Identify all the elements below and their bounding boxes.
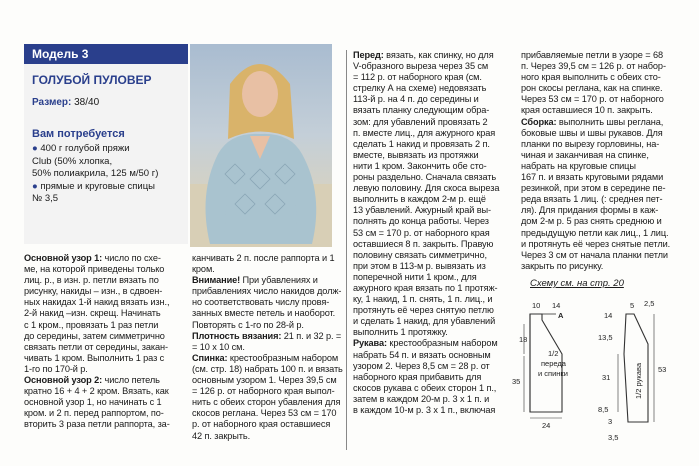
front-label-1: 1/2 (548, 349, 559, 358)
text-line (24, 419, 189, 430)
line-text: дом 2-м р. 5 раз снять среднюю и (521, 216, 662, 227)
dim-top-left: 10 (532, 301, 541, 310)
material-line-4: ● прямые и круговые спицы (32, 180, 155, 192)
line-text: вместе, вывязать из протяжки (353, 149, 479, 160)
line-text: половину связать симметрично, (353, 249, 487, 260)
line-text: V-образного выреза через 35 см (353, 61, 489, 72)
line-text: боковые швы и швы рукавов. Для (521, 127, 663, 138)
text-line (24, 408, 189, 419)
material-line-2: Club (50% хлопка, (32, 155, 113, 167)
text-line (521, 83, 689, 94)
text-line (353, 105, 513, 116)
line-text: = 10 х 10 см. (192, 341, 245, 352)
line-text: роны раздельно. Сначала связать (353, 172, 497, 183)
line-text: 167 п. и вязать круговыми рядами (521, 172, 664, 183)
line-text: кратно 16 + 4 + 2 кром. Вязать, как (24, 386, 169, 397)
text-line (353, 405, 513, 416)
line-text: = 112 р. от наборного края (см. (353, 72, 482, 83)
pattern-title: ГОЛУБОЙ ПУЛОВЕР (32, 73, 152, 87)
model-photo (190, 44, 332, 247)
line-text: При убавлениях и (240, 275, 318, 286)
text-line (353, 316, 513, 327)
text-line (353, 361, 513, 372)
info-box (24, 64, 188, 244)
line-text: занных вместе петель и наоборот. (192, 308, 336, 319)
sleeve-label: 1/2 рукава (634, 362, 643, 399)
section-heading: Внимание! (192, 275, 241, 286)
line-text: левую половину. Для скоса выреза (353, 183, 500, 194)
line-text: ажурного края вязать по 1 протяж- (353, 282, 498, 293)
line-text: лиц. р., в изн. р. петли вязать по (24, 275, 159, 286)
text-line (192, 264, 338, 275)
line-text: 113-й р. на 4 п. до середины и (353, 94, 479, 105)
line-text: число петель (102, 375, 160, 386)
text-line (24, 286, 189, 297)
line-text: ме, на которой приведены только (24, 264, 165, 275)
line-text: оставшиеся 8 п. закрыть. Правую (353, 238, 494, 249)
front-label-3: и спинки (538, 369, 568, 378)
line-text: ного края выполнить с обеих сто- (521, 72, 661, 83)
dim-left-18: 18 (519, 335, 528, 344)
text-line (24, 342, 189, 353)
line-text: выполнить швы реглана, (556, 116, 664, 127)
text-line (192, 353, 338, 364)
text-line (353, 139, 513, 150)
text-line (353, 194, 513, 205)
line-text: выполнить в каждом 2-м р. ещё (353, 194, 486, 205)
text-line (353, 183, 513, 194)
line-text: выполнить 1 протяжку. (353, 327, 448, 338)
text-line (24, 320, 189, 331)
text-line (353, 205, 513, 216)
line-text: и протянуть её через снятые петли. (521, 238, 671, 249)
text-line (353, 228, 513, 239)
section-heading: Рукава: (353, 338, 387, 349)
line-text: = 126 р. от наборного края выпол- (192, 386, 335, 397)
text-line (521, 50, 689, 61)
front-label-2: переда (541, 359, 566, 368)
line-text: но соответствовать числу провя- (192, 297, 330, 308)
line-text: края оставшиеся 10 п. закрыть. (521, 105, 653, 116)
text-line (192, 431, 338, 442)
text-line (353, 294, 513, 305)
line-text: основной узор 1, но начинать с 1 (24, 397, 162, 408)
material-line-3: 50% полиакрила, 125 м/50 г) (32, 168, 159, 180)
dim-sleeve-85: 8,5 (598, 405, 609, 414)
text-line (353, 161, 513, 172)
text-line (192, 308, 338, 319)
text-line (24, 375, 189, 386)
line-text: кром. и 2 п. перед раппортом, по- (24, 408, 164, 419)
text-line (521, 228, 689, 239)
line-text: канчивать 2 п. после раппорта и 1 (192, 253, 335, 263)
woman-in-sweater-image (190, 44, 332, 247)
size-label: Размер: (32, 97, 72, 108)
text-line (353, 327, 513, 338)
line-text: полнять до конца работы. Через (353, 216, 489, 227)
line-text: вторить 3 раза петли раппорта, за- (24, 419, 170, 430)
line-text: рон скосы реглана, как на спинке. (521, 83, 663, 94)
column-divider (346, 50, 347, 450)
text-line (353, 250, 513, 261)
line-text: кром. (192, 264, 215, 275)
line-text: ля). Для придания формы в каж- (521, 205, 659, 216)
line-text: затем в каждом 20-м р. 3 х 1 п. и (353, 393, 490, 404)
text-line (192, 275, 338, 286)
text-line (353, 172, 513, 183)
pattern-schematic (508, 294, 698, 464)
text-line (521, 150, 689, 161)
text-line (521, 105, 689, 116)
dim-sleeve-5: 5 (630, 301, 635, 310)
line-text: 42 п. закрыть. (192, 430, 251, 441)
text-line (24, 264, 189, 275)
line-text: Повторять с 1-го по 28-й р. (192, 319, 304, 330)
text-line (192, 419, 338, 430)
text-line (353, 272, 513, 283)
text-line (353, 283, 513, 294)
text-line (192, 342, 338, 353)
text-line (521, 216, 689, 227)
scheme-reference: Схему см. на стр. 20 (530, 278, 624, 289)
line-text: ных накидах 1-й накид вязать изн., (24, 297, 170, 308)
line-text: поперечной нити 1 кром., для (353, 271, 477, 282)
line-text: с 1 кром., провязать 1 раз петли (24, 319, 159, 330)
line-text: резинкой, при этом в середине пе- (521, 183, 666, 194)
dim-sleeve-135: 13,5 (598, 333, 613, 342)
material-line-1: ● 400 г голубой пряжи (32, 143, 130, 154)
line-text: крестообразным набором (227, 352, 339, 363)
line-text: набрать 54 п. и вязать основным (353, 349, 491, 360)
line-text: 13 убавлений. Ажурный край вы- (353, 205, 492, 216)
text-line (192, 386, 338, 397)
section-heading: Основной узор 1: (24, 253, 103, 263)
line-text: протянуть её через снятую петлю (353, 305, 494, 316)
materials-heading: Вам потребуется (32, 128, 125, 140)
text-line (192, 375, 338, 386)
text-line (192, 330, 342, 342)
text-line (521, 61, 689, 72)
line-text: узором 2. Через 8,5 см = 28 р. от (353, 360, 490, 371)
text-line (353, 72, 513, 83)
text-line (24, 253, 189, 264)
text-line (353, 338, 513, 349)
line-text: в каждом 10-м р. 3 х 1 п., включая (353, 405, 496, 415)
line-text: 2-й накид –изн. скрещ. Начинать (24, 308, 161, 319)
line-text: закрыть по рисунку. (521, 260, 604, 271)
text-line (353, 61, 513, 72)
text-line (192, 363, 343, 375)
text-line (353, 239, 513, 250)
line-text: чиная и заканчивая на спинке, (521, 149, 649, 160)
line-text: при этом в 113-м р. вывязать из (353, 260, 486, 271)
text-line (353, 216, 513, 227)
text-line (521, 250, 689, 261)
text-line (521, 194, 689, 205)
text-line (353, 372, 513, 383)
line-text: зом: для убавлений провязать 2 (353, 116, 488, 127)
line-text: основным узором 1. Через 39,5 см (192, 375, 337, 386)
line-text: 21 п. и 32 р. = (281, 330, 342, 341)
line-text: прибавляемые петли в узоре = 68 (521, 50, 663, 60)
text-line (521, 117, 689, 128)
dim-left-35: 35 (512, 377, 521, 386)
line-text: рисунку, накиды – изн., в сдвоен- (24, 286, 163, 297)
text-line (521, 128, 689, 139)
text-line (192, 286, 342, 297)
line-text: нити 1 кром. Закончить обе сто- (353, 160, 487, 171)
line-text: 1-го по 170-й р. (24, 363, 88, 374)
line-text: и сделать 1 накид, для убавлений (353, 316, 496, 327)
text-line (353, 394, 513, 405)
text-line (353, 50, 513, 61)
text-line (353, 350, 513, 361)
model-header (24, 44, 188, 64)
line-text: крестообразным набором (386, 338, 498, 349)
line-text: планки по вырезу горловины, на- (521, 138, 660, 149)
line-text: реда вязать 1 лиц. (: среднея пет- (521, 194, 663, 205)
text-line (521, 161, 689, 172)
column-1 (24, 253, 189, 431)
dim-sleeve-53: 53 (658, 365, 667, 374)
line-text: (см. стр. 18) набрать 100 п. и вязать (192, 363, 343, 374)
dim-top-right: 14 (552, 301, 561, 310)
line-text: скосов реглана. Через 53 см = 170 (192, 408, 337, 419)
text-line (24, 386, 189, 397)
dim-sleeve-31: 31 (602, 373, 611, 382)
line-text: р. от наборного края оставшиеся (192, 419, 331, 430)
dim-sleeve-3: 3 (608, 417, 613, 426)
line-text: ку, 1 накид, 1 п. снять, 1 п. лиц., и (353, 294, 493, 305)
text-line (353, 117, 513, 128)
line-text: п. Через 39,5 см = 126 р. от набор- (521, 61, 666, 72)
text-line (353, 150, 513, 161)
text-line (353, 383, 513, 394)
line-text: связать петли от середины, закан- (24, 341, 168, 352)
section-heading: Основной узор 2: (24, 375, 103, 386)
dim-sleeve-top: 2,5 (644, 299, 655, 308)
column-4 (521, 50, 689, 272)
text-line (521, 172, 689, 183)
line-text: прибавлениях число накидов долж- (192, 286, 342, 297)
section-heading: Спинка: (192, 352, 228, 363)
line-text: нить с обеих сторон убавления для (192, 397, 341, 408)
text-line (521, 261, 689, 272)
size-value: 38/40 (74, 97, 100, 108)
text-line (521, 94, 689, 105)
text-line (192, 408, 338, 419)
line-text: вязать планку следующим обра- (353, 105, 490, 116)
text-line (521, 183, 689, 194)
line-text: наборного края прибавить для (353, 371, 482, 382)
text-line (24, 397, 189, 408)
text-line (521, 205, 689, 216)
text-line (192, 320, 338, 331)
text-line (192, 397, 341, 408)
text-line (353, 94, 513, 105)
line-text: число по схе- (102, 253, 161, 263)
line-text: набрать на круговые спицы (521, 160, 636, 171)
line-text: п. вместе лиц., для ажурного края (353, 127, 496, 138)
text-line (24, 364, 189, 375)
line-text: скосов рукава с обеих сторон 1 п., (353, 382, 497, 393)
line-text: до середины, затем симметрично (24, 330, 165, 341)
text-line (24, 275, 189, 286)
text-line (192, 253, 338, 264)
text-line (521, 72, 689, 83)
column-2 (192, 253, 343, 442)
line-text: чивать 1 кром. Выполнить 1 раз с (24, 352, 165, 363)
section-heading: Плотность вязания: (192, 330, 282, 341)
line-text: Через 3 см от начала планки петли (521, 249, 668, 260)
dim-sleeve-35: 3,5 (608, 433, 619, 442)
column-3 (353, 50, 513, 416)
section-heading: Сборка: (521, 116, 557, 127)
arrow-a-label: А (558, 311, 564, 320)
text-line (24, 297, 189, 308)
text-line (192, 297, 338, 308)
line-text: 53 см = 170 р. от наборного края (353, 227, 490, 238)
text-line (353, 305, 513, 316)
model-number: Модель 3 (32, 47, 89, 61)
line-text: вязать, как спинку, но для (383, 50, 494, 60)
material-line-5: № 3,5 (32, 193, 59, 205)
line-text: сделать 1 накид и провязать 2 п. (353, 138, 490, 149)
line-text: Через 53 см = 170 р. от наборного (521, 94, 664, 105)
text-line (353, 128, 513, 139)
text-line (521, 139, 689, 150)
text-line (24, 308, 189, 319)
line-text: стрелку А на схеме) недовязать (353, 83, 487, 94)
text-line (521, 239, 689, 250)
section-heading: Перед: (353, 50, 384, 60)
line-text: предыдущую петли как лиц., 1 лиц. (521, 227, 669, 238)
text-line (353, 83, 513, 94)
dim-sleeve-14: 14 (604, 311, 613, 320)
text-line (24, 353, 189, 364)
text-line (24, 331, 189, 342)
text-line (353, 261, 513, 272)
dim-bottom-24: 24 (542, 421, 551, 430)
